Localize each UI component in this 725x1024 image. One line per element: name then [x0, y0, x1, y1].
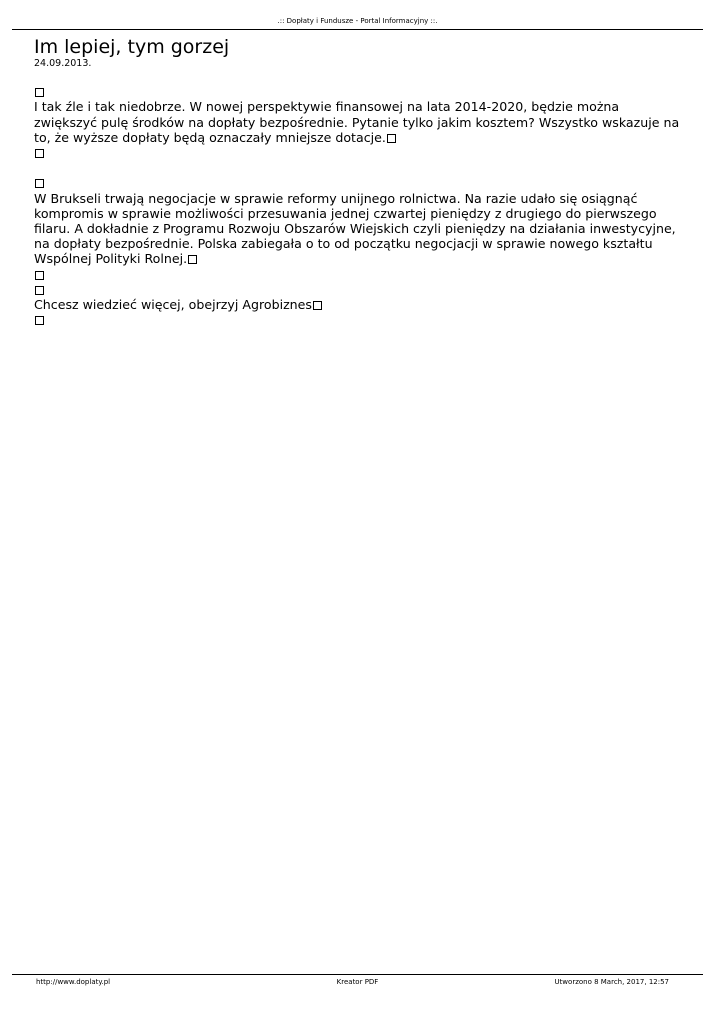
placeholder-box-line: [34, 312, 684, 327]
footer-generator: Kreator PDF: [336, 978, 379, 986]
paragraph-3: Chcesz wiedzieć więcej, obejrzyj Agrobiznes: [34, 297, 684, 312]
article-title: Im lepiej, tym gorzej: [34, 36, 230, 58]
placeholder-box-line: [34, 145, 684, 160]
missing-glyph-icon: [35, 316, 44, 325]
missing-glyph-icon: [35, 286, 44, 295]
spacer: [34, 69, 684, 84]
placeholder-box-line: [34, 84, 684, 99]
missing-glyph-icon: [188, 255, 197, 264]
page-footer: [12, 974, 703, 989]
missing-glyph-icon: [35, 179, 44, 188]
placeholder-box-line: [34, 282, 684, 297]
missing-glyph-icon: [387, 134, 396, 143]
missing-glyph-icon: [35, 271, 44, 280]
placeholder-box-line: [34, 175, 684, 190]
footer-created: Utworzono 8 March, 2017, 12:57: [554, 978, 669, 986]
paragraph-1: I tak źle i tak niedobrze. W nowej perspektywie finansowej na lata 2014-2020, będzie można zwiększyć pulę środków na dopłaty bezpośrednie. Pytanie tylko jakim kosztem? Wszystko wskazuje na to, że wyższe dopłaty będą oznaczały mniejsze dotacje.: [34, 99, 680, 145]
article: [34, 36, 684, 327]
missing-glyph-icon: [35, 149, 44, 158]
site-title: .:: Dopłaty i Fundusze - Portal Informacyjny ::.: [277, 17, 438, 25]
article-body: [34, 69, 684, 327]
footer-url: http://www.doplaty.pl: [36, 978, 111, 986]
article-date: 24.09.2013.: [34, 58, 92, 69]
paragraph-2: W Brukseli trwają negocjacje w sprawie reformy unijnego rolnictwa. Na razie udało się osiągnąć kompromis w sprawie możliwości przesuwania jednej czwartej pieniędzy z drugiego do pierwszego filaru. A dokładnie z Programu Rozwoju Obszarów Wiejskich czyli pieniędzy na działania inwestycyjne, na dopłaty bezpośrednie. Polska zabiegała o to od początku negocjacji w sprawie nowego kształtu Wspólnej Polityki Rolnej.: [34, 190, 676, 267]
missing-glyph-icon: [35, 88, 44, 97]
missing-glyph-icon: [313, 301, 322, 310]
placeholder-box-line: [34, 267, 684, 282]
page-header: [12, 15, 703, 30]
spacer: [34, 160, 684, 175]
